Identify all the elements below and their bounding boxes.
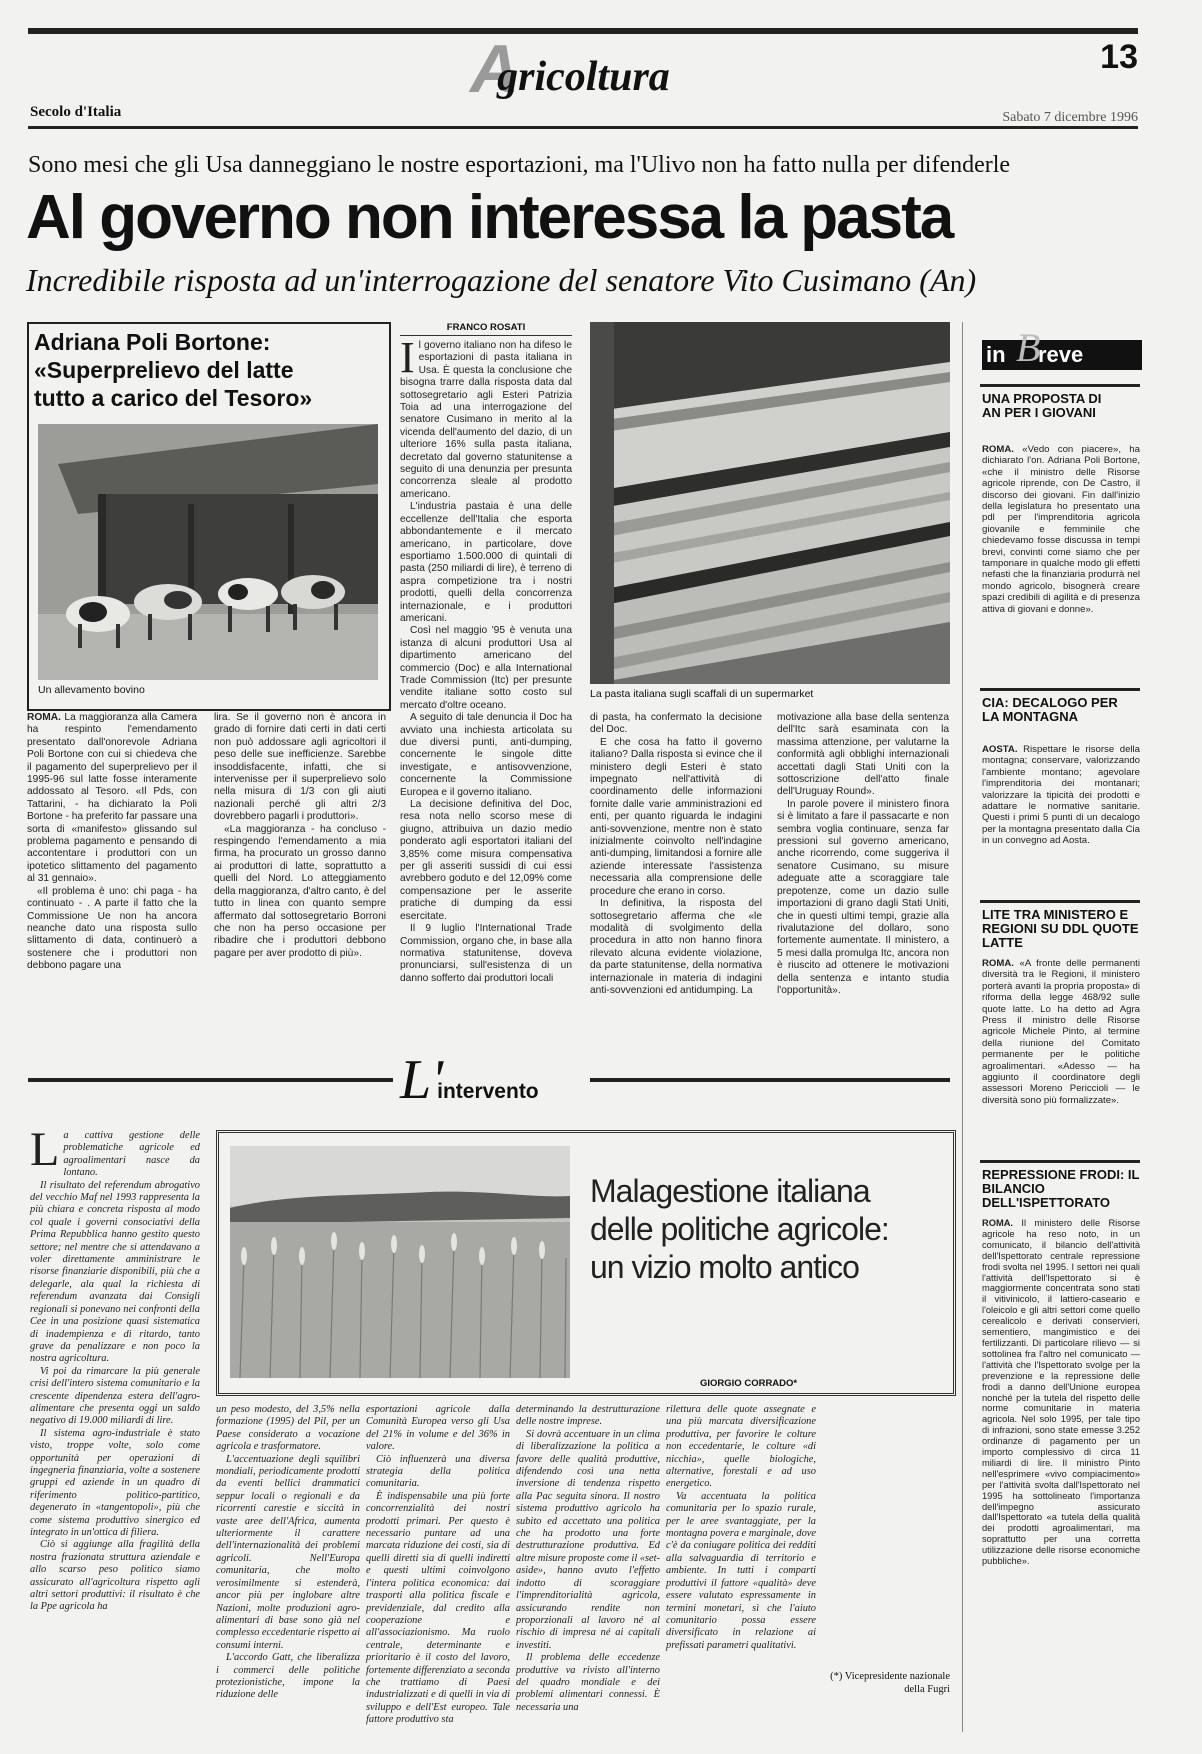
intervento-col3-para: esportazioni agricole dalla Comunità Europea verso gli Usa del 21% in volume e del 36% in valore.	[366, 1404, 510, 1453]
footnote-line1: (*) Vicepresidente nazionale	[830, 1671, 950, 1682]
main-col1-para: La decisione definitiva del Doc, resa nota nello scorso mese di giugno, attribuiva un dazio medio ponderato agli esportatori italiani del 3,85% come misura compensativa per gli asseriti sussidi di cui essi avrebbero goduto e del 12,09% come compensazione per le asserite pratiche di dumping da essi esercitate.	[400, 799, 572, 922]
intervento-rule-left	[28, 1078, 393, 1082]
intervento-footnote	[760, 1670, 950, 1696]
brief-body	[982, 744, 1140, 847]
intervento-col4-para: Il problema delle eccedenze produttive va rivisto all'interno del quadro mondiale e dei problemi alimentari connessi. È necessaria una	[516, 1652, 660, 1713]
wheat-field-photo	[230, 1146, 570, 1378]
main-col1-para: A seguito di tale denuncia il Doc ha avviato una inchiesta articolata su due diversi punti, anti-dumping, concernente le singole ditte investigate, e antisovvenzione, concernente la Commissione Europea e il governo italiano.	[400, 712, 572, 798]
brief-dateline: ROMA.	[982, 444, 1014, 455]
intervento-column-3	[366, 1404, 510, 1727]
pasta-photo	[590, 322, 950, 684]
main-subheadline: Incredibile risposta ad un'interrogazione del senatore Vito Cusimano (An)	[26, 262, 977, 298]
main-byline: FRANCO ROSATI	[400, 322, 572, 336]
left-col2-para: «La maggioranza - ha concluso - respingendo l'emendamento a mia firma, ha procurato un grosso danno ai produttori di latte, soprattutto a quelli del Nord. Lo atteggiamento della maggioranza, d'altro canto, è del tutto in linea con quanto sempre affermato dal sottosegretario Borroni che non ha perso occasione per ribadire che i produttori debbono pagare per aver prodotto di più».	[214, 823, 386, 959]
intervento-col4-para: Si dovrà accentuare in un clima di liberalizzazione la politica a favore delle qualità produttive, difendendo così una netta inversione di tendenza rispetto alla Pac seguita sinora. Il nostro sistema produttivo agricolo ha subito ed accettato una politica che ha prodotto una forte destrutturazione produttiva. Ed altre misure proposte come il «set-aside», hanno avuto l'effetto indotto di scoraggiare l'imprenditorialità agricola, assicurando rendite non proporzionali al lavoro né al rischio di impresa né ai capitali investiti.	[516, 1428, 661, 1651]
intervento-title: Malagestione italiana delle politiche agricole: un vizio molto antico	[590, 1173, 889, 1285]
brief-rule	[980, 688, 1140, 691]
pasta-photo-caption: La pasta italiana sugli scaffali di un supermarket	[590, 688, 814, 700]
intervento-col5-para: rilettura delle quote assegnate e una più marcata diversificazione produttiva, per favorire le colture non eccedentarie, le colture «di nicchia», quelle biologiche, alternative, forestali e ad uso energetico.	[666, 1404, 816, 1490]
left-dateline: ROMA.	[27, 712, 61, 723]
left-story-column-1	[27, 712, 197, 973]
left-headline-line3: tutto a carico del Tesoro»	[34, 385, 313, 411]
intervento-col2-para: un peso modesto, del 3,5% nella formazione (1995) del Pil, per un Paese considerato a vocazione agricola e trasformatore.	[216, 1404, 360, 1453]
section-title-rest: gricoltura	[497, 54, 670, 100]
brief-text: Rispettare le risorse della montagna; conservare, valorizzando l'ambiente montano; agevolare l'imprenditoria dei montanari; valorizzare la tipicità dei prodotti e adattare le normative sanitarie. Questi i primi 5 punti di un decalogo per la montagna presentato dalla Cia in un convegno ad Aosta.	[982, 744, 1140, 847]
intervento-col5-para: Va accentuata la politica comunitaria per lo spazio rurale, per le aree svantaggiate, per la montagna povera e marginale, dove c'è da coniugare politica dei redditi alla salvaguardia di territorio e ambiente. In tutti i comparti produttivi il fattore «qualità» deve essere valutato espressamente in termini monetari, sì che l'aiuto comunitario possa essere diversificato in relazione ai prefissati parametri qualitativi.	[666, 1490, 816, 1651]
newspaper-name: Secolo d'Italia	[30, 104, 122, 120]
intervento-column-1	[30, 1123, 200, 1614]
intervento-col1-para: Il risultato del referendum abrogativo del vecchio Maf nel 1993 rappresenta la più chiara e concreta risposta al modo col quale i governi consociativi della Prima Repubblica hanno gestito questo settore; nel mentre che si attendavano a voler direttamente amministrare le risorse finanziarie disponibili, più che a delegarle, ala qual la richiesta di referendum avanzata dai Consigli regionali si ponevano nei confronti della Cee in una posizione quasi sistematica di inadempienza e di ritardo, tanto grave da penalizzare e non poco la nostra agricoltura.	[30, 1179, 200, 1365]
main-col1-para: Il 9 luglio l'International Trade Commission, organo che, in base alla normativa statunitense, doveva pronunciarsi, sull'esistenza di un danno sofferto dai produttori locali	[400, 923, 572, 984]
intervento-col3-para: È indispensabile una più forte concorrenzialità dei nostri prodotti primari. Per questo è necessario puntare ad una marcata riduzione dei costi, sia di quelli diretti sia di quelli indiretti e questi ultimi coinvolgono l'intera politica economica: dai trasporti alla politica fiscale e previdenziale, dal credito alla cooperazione e all'associazionismo. Ma ruolo centrale, determinante e prioritario è il costo del lavoro, fortemente differenziato a seconda che trattiamo di Paesi industrializzati e di quelli in via di sviluppo e dell'Est europeo. Tale fattore produttivo sta	[366, 1490, 510, 1726]
intervento-byline: GIORGIO CORRADO*	[700, 1378, 798, 1389]
brief-title: REPRESSIONE FRODI: IL BILANCIO DELL'ISPETTORATO	[982, 1167, 1140, 1210]
main-story-column-2	[590, 712, 762, 997]
intervento-col1-para: Ciò si aggiunge alla fragilità della nostra frazionata struttura aziendale e allo scarso peso politico siamo assicurato all'agricoltura rispetto agli altri settori produttivi: il risultato è che la Ppe agricola ha	[30, 1539, 200, 1613]
brief-rule	[980, 384, 1140, 387]
left-col1-first: La maggioranza alla Camera ha respinto l'emendamento presentato dall'onorevole Adriana Poli Bortone con cui si chiedeva che il pagamento del superprelievo per il 1995-96 sul latte fosse interamente addossato al Tesoro. «Il Pds, con Tattarini, - ha dichiarato la Poli Bortone - ha preferito far passare una sorta di «manifesto» glissando sul problema pagamento e pensando di accontentare i produttori con un ipotetico slittamento del pagamento al 31 gennaio».	[27, 712, 197, 885]
left-headline-line2: «Superprelievo del latte	[34, 357, 294, 383]
in-breve-label	[982, 325, 1142, 370]
intervento-dropcap: L	[30, 1123, 60, 1176]
section-title	[470, 31, 692, 107]
intervento-rule-right	[590, 1078, 950, 1082]
brief-title: UNA PROPOSTA DI AN PER I GIOVANI	[982, 391, 1102, 420]
brief-text: Il ministero delle Risorse agricole ha reso noto, in un comunicato, il bilancio dell'attività dell'Ispettorato centrale repressione frodi svolta nel 1995. I settori nei quali l'attività dell'Ispettorato si è maggiormente concentrata sono stati il vitivinicolo, il lattiero-caseario e l'oleicolo e gli altri settori come quello cerealicolo e derivati conservieri, sementiero, mangimistico e dei fertilizzanti. Di particolare rilievo — si sottolinea fra l'altro nel comunicato — l'attività che l'Ispettorato svolge per la prevenzione e la repressione delle frodi a danno dell'Unione europea nonché per la tutela del rispetto delle norme comunitarie in materia agricola. Nel solo 1995, per tale tipo di infrazioni, sono state emesse 3.252 ordinanze di pagamento per un importo complessivo di circa 11 miliardi di lire. Il ministro Pinto nell'esprimere «vivo compiacimento» per l'attività svolta dall'Ispettorato nel 1995 ha sottolineato l'importanza dell'impegno assicurato dall'Ispettorato «a tutela della qualità dei prodotti agroalimentari, ma soprattutto per una corretta utilizzazione delle risorse economiche pubbliche».	[982, 1218, 1140, 1567]
sidebar-separator	[962, 322, 963, 1732]
cattle-photo	[38, 424, 378, 680]
wheat-field-photo-art	[230, 1146, 570, 1378]
main-story-column-3	[777, 712, 949, 997]
main-col2-para: di pasta, ha confermato la decisione del Doc.	[590, 712, 762, 736]
main-kicker: Sono mesi che gli Usa danneggiano le nostre esportazioni, ma l'Ulivo non ha fatto nulla per difenderle	[28, 152, 1011, 178]
main-col3-para: In parole povere il ministero finora si è limitato a fare il passacarte e non sembra voglia continuare, senza far pressioni sul governo americano, anche ricorrendo, come suggeriva il senatore Cusimano, su misure adeguate atte a scoraggiare tale prepotenze, come un dazio sulle importazioni di grano dagli Stati Uniti, che in questi ultimi tempi, grazie alla rivalutazione del dollaro, sono fortemente aumentate. Il ministero, a 5 mesi dalla promulga Itc, ancora non è riuscito ad ottenere le motivazioni della sentenza e intanto studia l'opportunità».	[777, 798, 949, 996]
issue-date: Sabato 7 dicembre 1996	[1002, 110, 1138, 125]
intervento-col4-para: determinando la destrutturazione delle nostre imprese.	[516, 1404, 660, 1428]
cattle-photo-caption: Un allevamento bovino	[38, 684, 145, 696]
brief-body	[982, 958, 1140, 1106]
intervento-column-2	[216, 1404, 360, 1702]
main-col2-para: In definitiva, la risposta del sottosegretario afferma che «le modalità di svolgimento della procedura in atto non hanno finora rilevato alcuna evidente violazione, da parte statunitense, della normativa internazionale in materia di indagini anti-sovvenzioni ed antidumping. La	[590, 898, 762, 996]
intervento-column-5	[666, 1404, 816, 1652]
brief-dateline: ROMA.	[982, 958, 1014, 969]
intervento-column-4	[516, 1404, 660, 1714]
main-headline: Al governo non interessa la pasta	[26, 183, 953, 252]
intervento-col1-para: Il sistema agro-industriale è stato visto, troppe volte, solo come opportunità per operazioni di ingegneria finanziaria, volte a sostenere gruppi ed aziende in un quadro di riferimento politico-partitico, degenerato in «tangentopoli», più che come sistema produttivo sinergico ed integrato in un'ottica di filiera.	[30, 1427, 200, 1538]
main-story-column-1	[400, 333, 572, 985]
brief-rule	[980, 1160, 1140, 1163]
brief-dateline: AOSTA.	[982, 744, 1018, 755]
intervento-label	[400, 1048, 585, 1112]
brief-rule	[980, 900, 1140, 903]
pasta-photo-art	[590, 322, 950, 684]
intervento-col1-first: a cattiva gestione delle problematiche agricole ed agroalimentari nasce da lontano.	[63, 1130, 200, 1179]
left-col2-para: lira. Se il governo non è ancora in grado di fornire dati certi in dati certi non può addossare agli agricoltori il peso delle sue inefficienze. Sarebbe insoddisfacente, infatti, che si intervenisse per il superprelievo solo nella misura di 1/3 con gli aiuti nazionali perché gli altri 2/3 dovrebbero pagarli i produttori».	[214, 712, 386, 823]
page-number: 13	[1100, 38, 1138, 76]
brief-body	[982, 444, 1140, 615]
main-col2-para: E che cosa ha fatto il governo italiano? Dalla risposta si evince che il ministero degli Esteri è stato impegnato nell'attività di coordinamento delle informazioni fornite dalle varie amministrazioni ed enti, per quanto riguarda le indagini anti-sovvenzione, mentre non è stato inizialmente coinvolto nell'indagine anti-dumping, limitandosi a fornire alle aziende interessate l'assistenza necessaria alla comprensione delle procedure che erano in corso.	[590, 736, 762, 897]
main-col1-para: Così nel maggio '95 è venuta una istanza di alcuni produttori Usa al dipartimento americano del commercio (Doc) e alla International Trade Commission (Itc) per presunte vendite italiane sotto costo sul mercato d'oltre oceano.	[400, 625, 572, 711]
footnote-line2: della Fugri	[904, 1684, 950, 1695]
in-breve-initial: B	[1016, 325, 1041, 370]
in-breve-in: in	[986, 342, 1006, 367]
intervento-col3-para: Ciò influenzerà una diversa strategia della politica comunitaria.	[366, 1453, 510, 1490]
intervento-col1-para: Vi poi da rimarcare la più generale crisi dell'intero sistema comunitario e la crescente dipendenza estera dell'agro-alimentare che presenta oggi un saldo negativo di 19.000 miliardi di lire.	[30, 1365, 200, 1427]
intervento-label-rest: intervento	[437, 1080, 539, 1103]
left-headline-line1: Adriana Poli Bortone:	[34, 329, 271, 355]
in-breve-rest: reve	[1038, 342, 1084, 367]
brief-dateline: ROMA.	[982, 1218, 1013, 1228]
left-col1-para: «Il problema è uno: chi paga - ha continuato - . A parte il fatto che la Commissione Ue non ha ancora neanche dato una risposta sullo slittamento di data, continuerò a sostenere che i produttori non debbono pagare una	[27, 885, 197, 972]
intervento-col2-para: L'accordo Gatt, che liberalizza i commerci delle politiche protezionistiche, impone la riduzione delle	[216, 1652, 360, 1701]
brief-title: LITE TRA MINISTERO E REGIONI SU DDL QUOTE LATTE	[982, 907, 1139, 950]
masthead-bottom-rule	[28, 126, 1138, 129]
brief-title: CIA: DECALOGO PER LA MONTAGNA	[982, 695, 1118, 724]
main-col3-para: motivazione alla base della sentenza dell'Itc sarà esaminata con la massima attenzione, per valutarne la conformità agli obblighi internazionali accettati dagli Stati Uniti con la sottoscrizione dell'atto finale dell'Uruguay Round».	[777, 712, 949, 798]
cattle-photo-art	[38, 424, 378, 680]
brief-text: «A fronte delle permanenti diversità tra le Regioni, il ministero porterà avanti la propria proposta» di riforma della legge 468/92 sulle quote latte. Lo ha detto ad Agra Press il ministro delle Risorse agricole Michele Pinto, al termine della riunione del Comitato permanente per le politiche agroalimentari. «Adesso — ha aggiunto il coordinatore degli assessori Moreno Periccioli — le diversità sono più formalizzate».	[982, 958, 1140, 1106]
main-dropcap: I	[400, 333, 415, 382]
main-col1-first: l governo italiano non ha difeso le esportazioni di pasta italiana in Usa. È questa la conclusione che bisogna trarre dalla risposta data dal sottosegretario agli Esteri Patrizia Toia ad una interrogazione del senatore Cusimano in merito al la vicenda dell'aumento del dazio, di un ulteriore 16% sulla pasta italiana, decretato dal governo statunitense a seguito di una denunzia per presunta concorrenza sleale al prodotto americano.	[400, 340, 572, 500]
main-col1-para: L'industria pastaia è una delle eccellenze dell'Italia che esporta abbondantemente e il mercato americano, in particolare, dove esportiamo 1.500.000 di quintali di pasta (250 miliardi di lire), è terreno di aspra competizione tra i nostri prodotti, quelli della concorrenza internazionale, e i produttori americani.	[400, 501, 572, 624]
brief-body	[982, 1218, 1140, 1567]
left-story-column-2	[214, 712, 386, 960]
intervento-col2-para: L'accentuazione degli squilibri mondiali, periodicamente prodotti da eventi bellici drammatici seppur locali o regionali e da ricorrenti carestie e siccità in vaste aree dell'Africa, aumenta ulteriormente il carattere dell'internazionalità dei problemi agricoli. Nell'Europa comunitaria, che molto verosimilmente si estenderà, ancor più per inglobare altre Nazioni, molte produzioni agro-alimentari di base sono già nel complesso eccedentarie rispetto ai consumi interni.	[216, 1453, 360, 1651]
section-title-initial: A	[470, 31, 520, 107]
left-story-headline	[34, 328, 384, 412]
brief-text: «Vedo con piacere», ha dichiarato l'on. Adriana Poli Bortone, «che il ministro delle Risorse agricole riprende, con De Castro, il discorso dei giovani. Fin dall'inizio della legislatura ho presentato una pdl per l'imprenditoria agricola giovanile e femminile che chiedevamo fosse discussa in tempi brevi, convinti come siamo che per tamponare in qualche modo gli effetti nefasti che la finanziaria produrrà nel mondo agricolo, bisognerà creare spazi credibili di agilità e di presenza attiva di giovani e donne».	[982, 444, 1140, 615]
intervento-label-initial: L'	[400, 1049, 444, 1111]
